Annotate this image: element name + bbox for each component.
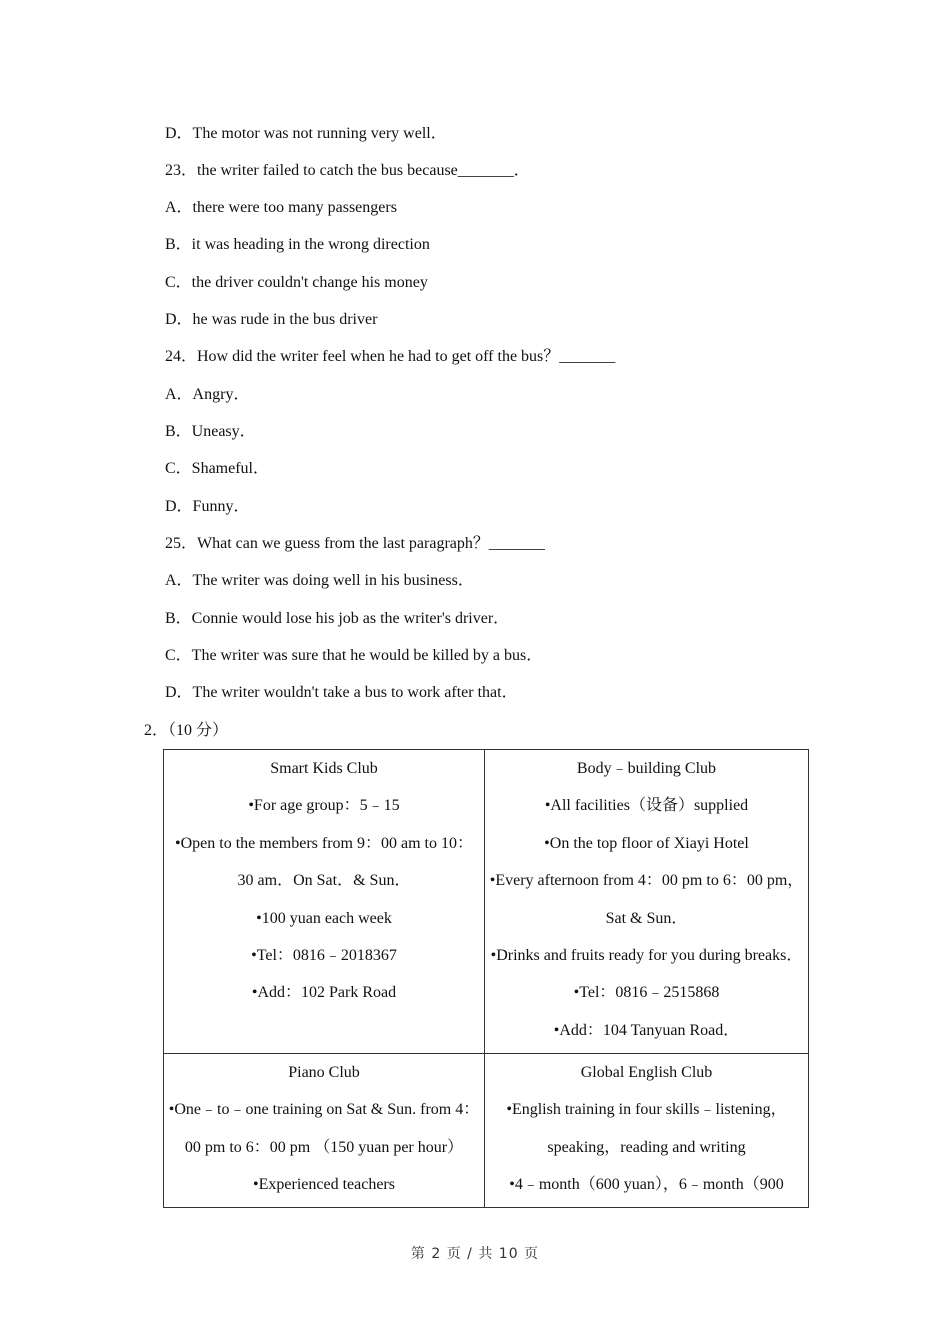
page-footer: 第 2 页 / 共 10 页	[410, 1246, 540, 1262]
club-row-2	[164, 1054, 809, 1208]
club-detail: •English training in four skills﹣listening，	[506, 1101, 787, 1119]
club-detail: •100 yuan each week	[256, 909, 392, 927]
club-detail: •Open to the members from 9：00 am to 10：	[175, 834, 473, 852]
club-name: Piano Club	[288, 1064, 360, 1081]
club-detail: •For age group：5﹣15	[248, 797, 400, 815]
club-detail: •Add：104 Tanyuan Road．	[553, 1021, 740, 1039]
option-d-25: D．The writer wouldn't take a bus to work after that．	[165, 684, 518, 701]
section-2-label: 2．（10 分）	[144, 722, 229, 739]
club-table	[163, 749, 809, 1208]
smart-kids-club-cell	[164, 750, 485, 1054]
club-detail: •On the top floor of Xiayi Hotel	[544, 834, 749, 852]
question-23: 23．the writer failed to catch the bus because_______．	[165, 162, 530, 179]
option-d-22: D．The motor was not running very well．	[165, 125, 447, 142]
option-c-24: C．Shameful．	[165, 460, 269, 477]
question-25: 25．What can we guess from the last paragraph？_______	[165, 535, 545, 552]
option-b-24: B．Uneasy．	[165, 423, 256, 440]
club-detail: speaking，reading and writing	[547, 1138, 746, 1156]
question-24: 24．How did the writer feel when he had to get off the bus？_______	[165, 348, 616, 365]
option-a-23: A．there were too many passengers	[165, 199, 397, 216]
option-d-23: D．he was rude in the bus driver	[165, 311, 378, 328]
club-name: Body﹣building Club	[576, 760, 717, 777]
club-detail: •Every afternoon from 4：00 pm to 6：00 pm，	[489, 872, 804, 890]
option-a-24: A．Angry．	[165, 386, 250, 403]
club-detail: 00 pm to 6：00 pm （150 yuan per hour）	[184, 1138, 464, 1156]
option-c-25: C．The writer was sure that he would be killed by a bus．	[165, 647, 543, 664]
club-detail: •One﹣to﹣one training on Sat & Sun. from 4：	[168, 1101, 480, 1119]
option-c-23: C．the driver couldn't change his money	[165, 274, 428, 291]
club-name: Smart Kids Club	[270, 760, 378, 777]
club-detail: 30 am．On Sat．& Sun．	[237, 872, 411, 890]
club-detail: •Tel：0816﹣2515868	[573, 984, 720, 1002]
piano-club-cell	[164, 1054, 485, 1208]
club-detail: Sat & Sun．	[605, 909, 688, 927]
club-name: Global English Club	[580, 1064, 713, 1081]
option-b-25: B．Connie would lose his job as the writer's driver．	[165, 610, 510, 627]
club-detail: •Drinks and fruits ready for you during breaks．	[490, 946, 803, 964]
club-detail: •Add：102 Park Road	[251, 984, 397, 1002]
club-detail: •4﹣month（600 yuan），6﹣month（900	[509, 1176, 784, 1194]
club-detail: •All facilities（设备）supplied	[544, 797, 749, 815]
club-detail: •Experienced teachers	[253, 1176, 395, 1194]
club-row-1	[164, 750, 809, 1054]
option-a-25: A．The writer was doing well in his business．	[165, 572, 474, 589]
global-english-club-cell	[485, 1054, 809, 1208]
option-b-23: B．it was heading in the wrong direction	[165, 236, 430, 253]
club-detail: •Tel：0816﹣2018367	[251, 946, 397, 964]
body-building-club-cell	[485, 750, 809, 1054]
option-d-24: D．Funny．	[165, 498, 250, 515]
